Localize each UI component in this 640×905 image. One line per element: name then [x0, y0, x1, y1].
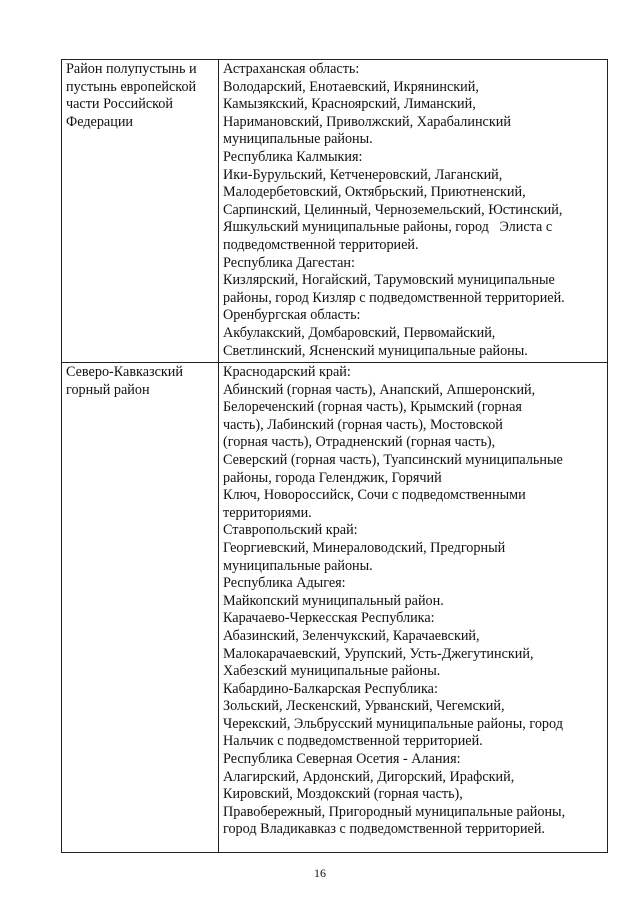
areas-line: Кировский, Моздокский (горная часть), — [223, 786, 463, 803]
areas-line: Малокарачаевский, Урупский, Усть-Джегутинский, — [223, 645, 534, 662]
areas-line: Абинский (горная часть), Анапский, Апшеронский, — [223, 381, 536, 398]
areas-line: Акбулакский, Домбаровский, Первомайский, — [223, 324, 496, 341]
areas-line: районы, город Кизляр с подведомственной территорией. — [223, 289, 565, 306]
areas-line: территориями. — [223, 504, 312, 521]
areas-line: Республика Калмыкия: — [223, 148, 363, 165]
region-name-line: пустынь европейской — [66, 78, 197, 95]
areas-line: Яшкульский муниципальные районы, город Элиста с — [223, 219, 553, 236]
areas-line: Светлинский, Ясненский муниципальные районы. — [223, 342, 528, 359]
areas-line: Майкопский муниципальный район. — [223, 592, 444, 609]
areas-line: город Владикавказ с подведомственной территорией. — [223, 821, 545, 838]
areas-line: муниципальные районы. — [223, 131, 373, 148]
areas-line: Малодербетовский, Октябрьский, Приютненский, — [223, 184, 526, 201]
areas-line: (горная часть), Отрадненский (горная часть), — [223, 434, 496, 451]
areas-line: Кабардино-Балкарская Республика: — [223, 680, 438, 697]
areas-line: часть), Лабинский (горная часть), Мостовской — [223, 416, 503, 433]
page-number: 16 — [314, 866, 326, 880]
region-areas-cell — [219, 60, 608, 363]
areas-line: Ставропольский край: — [223, 522, 358, 539]
table-row — [62, 60, 608, 363]
areas-line: Республика Северная Осетия - Алания: — [223, 751, 461, 768]
region-name-cell — [62, 60, 219, 363]
areas-line: Правобережный, Пригородный муниципальные районы, — [223, 803, 566, 820]
areas-line: Сарпинский, Целинный, Черноземельский, Юстинский, — [223, 201, 563, 218]
region-name-cell — [62, 363, 219, 853]
areas-line: Северский (горная часть), Туапсинский муниципальные — [223, 451, 563, 468]
region-name-line: части Российской — [66, 96, 173, 113]
areas-line: Володарский, Енотаевский, Икрянинский, — [223, 78, 479, 95]
region-name-line: Район полупустынь и — [66, 61, 197, 77]
areas-line: Краснодарский край: — [223, 364, 351, 380]
region-name-line: Федерации — [66, 113, 134, 130]
areas-line: Карачаево-Черкесская Республика: — [223, 610, 435, 627]
areas-line: Наримановский, Приволжский, Харабалинский — [223, 113, 511, 130]
areas-line: Зольский, Лескенский, Урванский, Чегемский, — [223, 698, 505, 715]
areas-line: Хабезский муниципальные районы. — [223, 663, 441, 680]
areas-line: Алагирский, Ардонский, Дигорский, Ирафский, — [223, 768, 515, 785]
areas-line: Оренбургская область: — [223, 307, 361, 324]
areas-line: Кизлярский, Ногайский, Тарумовский муниципальные — [223, 272, 555, 289]
areas-line: Республика Адыгея: — [223, 575, 346, 592]
areas-line: Ики-Бурульский, Кетченеровский, Лаганский, — [223, 166, 503, 183]
areas-line: Астраханская область: — [223, 61, 360, 77]
areas-line: Камызякский, Красноярский, Лиманский, — [223, 96, 476, 113]
areas-line: Ключ, Новороссийск, Сочи с подведомственными — [223, 487, 526, 504]
areas-line: Нальчик с подведомственной территорией. — [223, 733, 483, 750]
areas-line: подведомственной территорией. — [223, 236, 419, 253]
region-name-line: Северо-Кавказский — [66, 364, 183, 380]
areas-line: Георгиевский, Минераловодский, Предгорный — [223, 539, 506, 556]
region-name-line: горный район — [66, 381, 150, 398]
table-row — [62, 363, 608, 853]
areas-line: Республика Дагестан: — [223, 254, 355, 271]
areas-line: районы, города Геленджик, Горячий — [223, 469, 442, 486]
areas-line: Абазинский, Зеленчукский, Карачаевский, — [223, 627, 480, 644]
region-areas-cell — [219, 363, 608, 853]
regions-table — [61, 59, 608, 853]
areas-line: Черекский, Эльбрусский муниципальные районы, город — [223, 715, 563, 732]
areas-line: Белореченский (горная часть), Крымский (горная — [223, 399, 522, 416]
areas-line: муниципальные районы. — [223, 557, 373, 574]
